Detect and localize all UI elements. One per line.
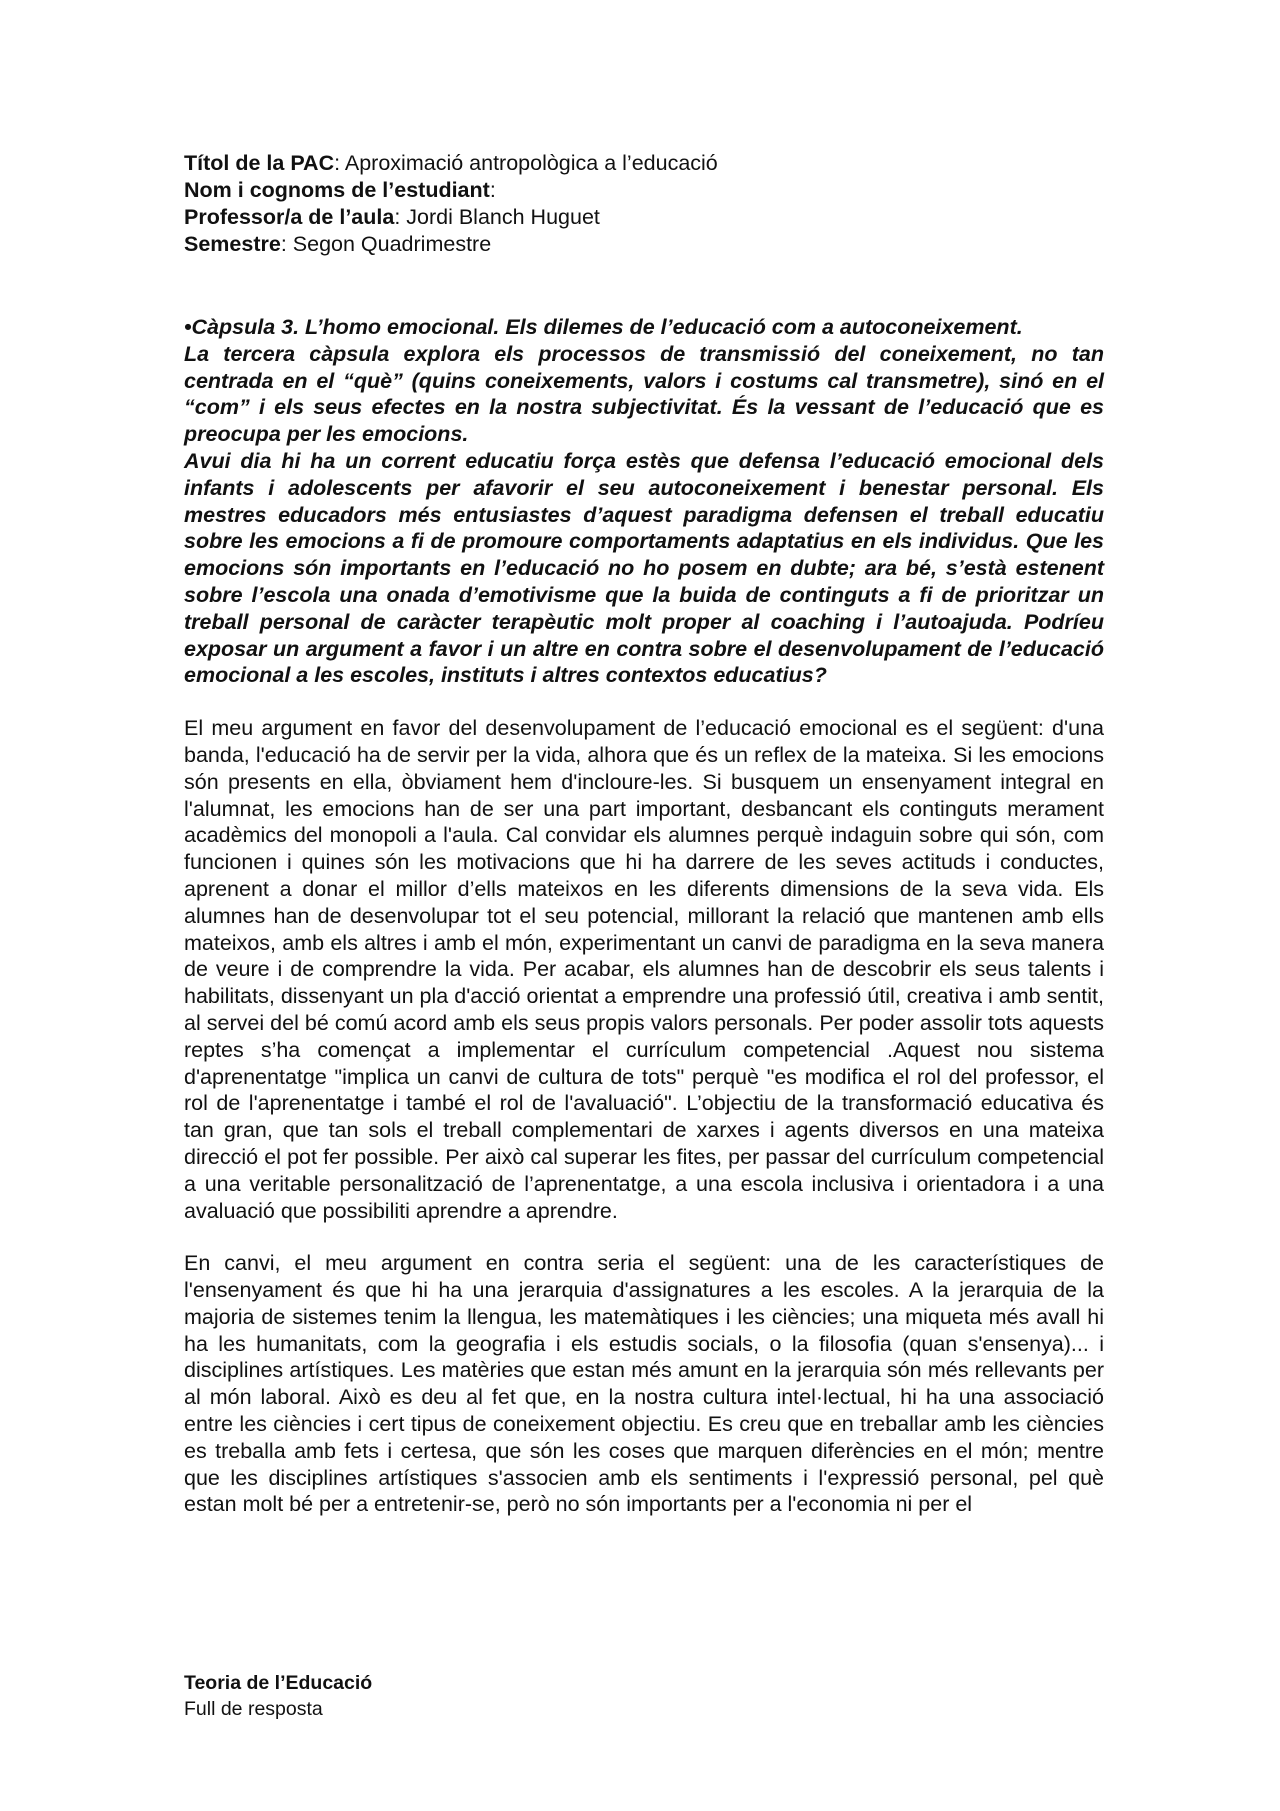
student-name-label: Nom i cognoms de l’estudiant [184, 178, 490, 202]
answer-paragraph-1: El meu argument en favor del desenvolupament de l’educació emocional es el següent: d'una banda, l'educació ha de servir per la vida, alhora que és un reflex de la mateixa. Si les emocions són presents en ella, òbviament hem d'incloure-les. Si busquem un ensenyament integral en l'alumnat, les emocions han de ser una part important, desbancant els continguts merament acadèmics del monopoli a l'aula. Cal convidar els alumnes perquè indaguin sobre qui són, com funcionen i quines són les motivacions que hi ha darrere de les seves actituds i conductes, aprenent a donar el millor d’ells mateixos en les diferents dimensions de la seva vida. Els alumnes han de desenvolupar tot el seu potencial, millorant la relació que mantenen amb ells mateixos, amb els altres i amb el món, experimentant un canvi de paradigma en la seva manera de veure i de comprendre la vida. Per acabar, els alumnes han de descobrir els seus talents i habilitats, dissenyant un pla d'acció orientat a emprendre una professió útil, creativa i amb sentit, al servei del bé comú acord amb els seus propis valors personals. Per poder assolir tots aquests reptes s’ha començat a implementar el currículum competencial .Aquest nou sistema d'aprenentatge "implica un canvi de cultura de tots" perquè "es modifica el rol del professor, el rol de l'aprenentatge i també el rol de l'avaluació". L’objectiu de la transformació educativa és tan gran, que tan sols el treball complementari de xarxes i agents diversos en una mateixa direcció el pot fer possible. Per això cal superar les fites, per passar del currículum competencial a una veritable personalització de l’aprenentatge, a una escola inclusiva i orientadora i a una avaluació que possibiliti aprendre a aprendre. [184, 716, 1104, 1223]
question-paragraph-2: Avui dia hi ha un corrent educatiu força estès que defensa l’educació emocional dels infants i adolescents per afavorir el seu autoconeixement i benestar personal. Els mestres educadors més entusiastes d’aquest paradigma defensen el treball educatiu sobre les emocions a fi de promoure comportaments adaptatius en els individus. Que les emocions són importants en l’educació no ho posem en dubte; ara bé, s’està estenent sobre l’escola una onada d’emotivisme que la buida de continguts a fi de prioritzar un treball personal de caràcter terapèutic molt proper al coaching i l’autoajuda. Podríeu exposar un argument a favor i un altre en contra sobre el desenvolupament de l’educació emocional a les escoles, instituts i altres contextos educatius? [184, 448, 1104, 688]
footer-course: Teoria de l’Educació [184, 1672, 373, 1694]
teacher-label: Professor/a de l’aula [184, 205, 395, 229]
page-footer [184, 1670, 372, 1722]
pac-title-label: Títol de la PAC [184, 151, 335, 175]
document-body [184, 314, 1104, 1544]
student-name-row [184, 177, 1104, 204]
student-name-value: : [489, 178, 496, 202]
answer-paragraph-2: En canvi, el meu argument en contra seria el següent: una de les característiques de l'ensenyament és que hi ha una jerarquia d'assignatures a les escoles. A la jerarquia de la majoria de sistemes tenim la llengua, les matemàtiques i les ciències; una miqueta més avall hi ha les humanitats, com la geografia i els estudis socials, o la filosofia (quan s'ensenya)... i disciplines artístiques. Les matèries que estan més amunt en la jerarquia són més rellevants per al món laboral. Això es deu al fet que, en la nostra cultura intel·lectual, hi ha una associació entre les ciències i cert tipus de coneixement objectiu. Es creu que en treballar amb les ciències es treballa amb fets i certesa, que són les coses que marquen diferències en el món; mentre que les disciplines artístiques s'associen amb els sentiments i l'expressió personal, pel què estan molt bé per a entretenir-se, però no són importants per a l'economia ni per el [184, 1251, 1104, 1517]
capsule-heading: •Càpsula 3. L’homo emocional. Els dilemes de l’educació com a autoconeixement. [184, 315, 1023, 339]
answer-block [184, 715, 1104, 1518]
teacher-value: : Jordi Blanch Huguet [394, 205, 600, 229]
semester-row [184, 231, 1104, 258]
question-paragraph-1: La tercera càpsula explora els processos de transmissió del coneixement, no tan centrada en el “què” (quins coneixements, valors i costums cal transmetre), sinó en el “com” i els seus efectes en la nostra subjectivitat. És la vessant de l’educació que es preocupa per les emocions. [184, 341, 1104, 447]
semester-label: Semestre [184, 232, 281, 256]
document-header [184, 150, 1104, 258]
pac-title-row [184, 150, 1104, 177]
footer-doc-type: Full de resposta [184, 1698, 323, 1720]
question-block [184, 314, 1104, 689]
teacher-row [184, 204, 1104, 231]
semester-value: : Segon Quadrimestre [280, 232, 492, 256]
pac-title-value: : Aproximació antropològica a l’educació [334, 151, 718, 175]
